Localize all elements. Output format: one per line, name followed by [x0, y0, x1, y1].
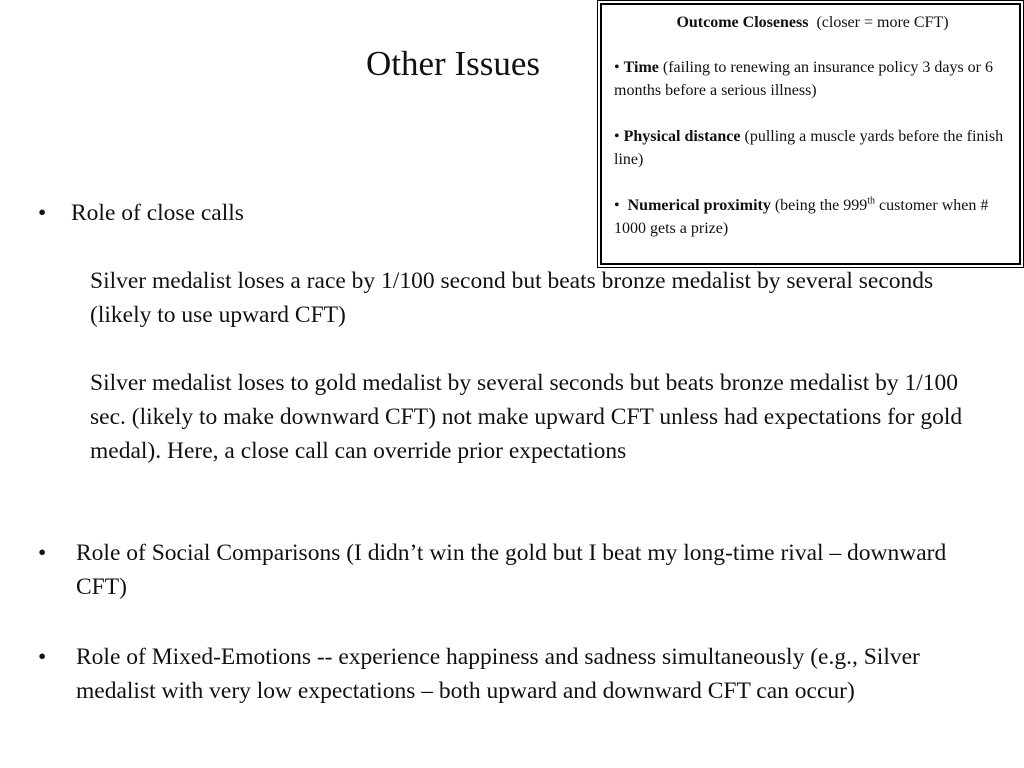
- bullet-close-calls: Role of close calls: [71, 200, 244, 226]
- slide-title: Other Issues: [366, 44, 540, 83]
- callout-bullet: •: [614, 128, 620, 145]
- callout-text: (failing to renewing an insurance policy 3 days or 6 months before a serious illness): [614, 59, 993, 99]
- paragraph-upward-cft: Silver medalist loses a race by 1/100 second but beats bronze medalist by several seconds (likely to use upward CFT): [90, 268, 934, 328]
- paragraph-downward-cft: Silver medalist loses to gold medalist by several seconds but beats bronze medalist by 1/100 sec. (likely to make downward CFT) not make upward CFT unless had expectations for gold medal). Here, a close call can override prior expectations: [90, 370, 963, 464]
- callout-heading-rest: (closer = more CFT): [816, 14, 949, 31]
- callout-item-numerical-proximity: [614, 194, 1011, 240]
- bullet-marker: •: [38, 644, 47, 670]
- callout-bullet: •: [614, 59, 620, 76]
- callout-item-time: [614, 56, 1011, 102]
- bullet-marker: •: [38, 540, 47, 566]
- callout-heading-bold: Outcome Closeness: [676, 14, 809, 31]
- bullet-marker: •: [38, 200, 47, 226]
- callout-term: Time: [623, 59, 659, 76]
- bullet-social-comparisons: Role of Social Comparisons (I didn’t win the gold but I beat my long-time rival – downward CFT): [76, 540, 947, 600]
- callout-term: Physical distance: [623, 128, 741, 145]
- callout-text: (pulling a muscle yards before the finish line): [614, 128, 1004, 168]
- callout-inner-border: [600, 3, 1021, 265]
- callout-text: customer when # 1000 gets a prize): [614, 197, 989, 237]
- callout-heading: [614, 11, 1011, 34]
- bullet-mixed-emotions: Role of Mixed-Emotions -- experience happiness and sadness simultaneously (e.g., Silver medalist with very low expectations – both upward and downward CFT can occur): [76, 644, 920, 704]
- callout-item-physical-distance: [614, 125, 1011, 171]
- callout-text: (being the 999: [774, 197, 868, 214]
- callout-superscript: th: [867, 195, 876, 207]
- callout-term: Numerical proximity: [627, 197, 771, 214]
- outcome-closeness-callout: [597, 0, 1024, 268]
- callout-bullet: •: [614, 197, 620, 214]
